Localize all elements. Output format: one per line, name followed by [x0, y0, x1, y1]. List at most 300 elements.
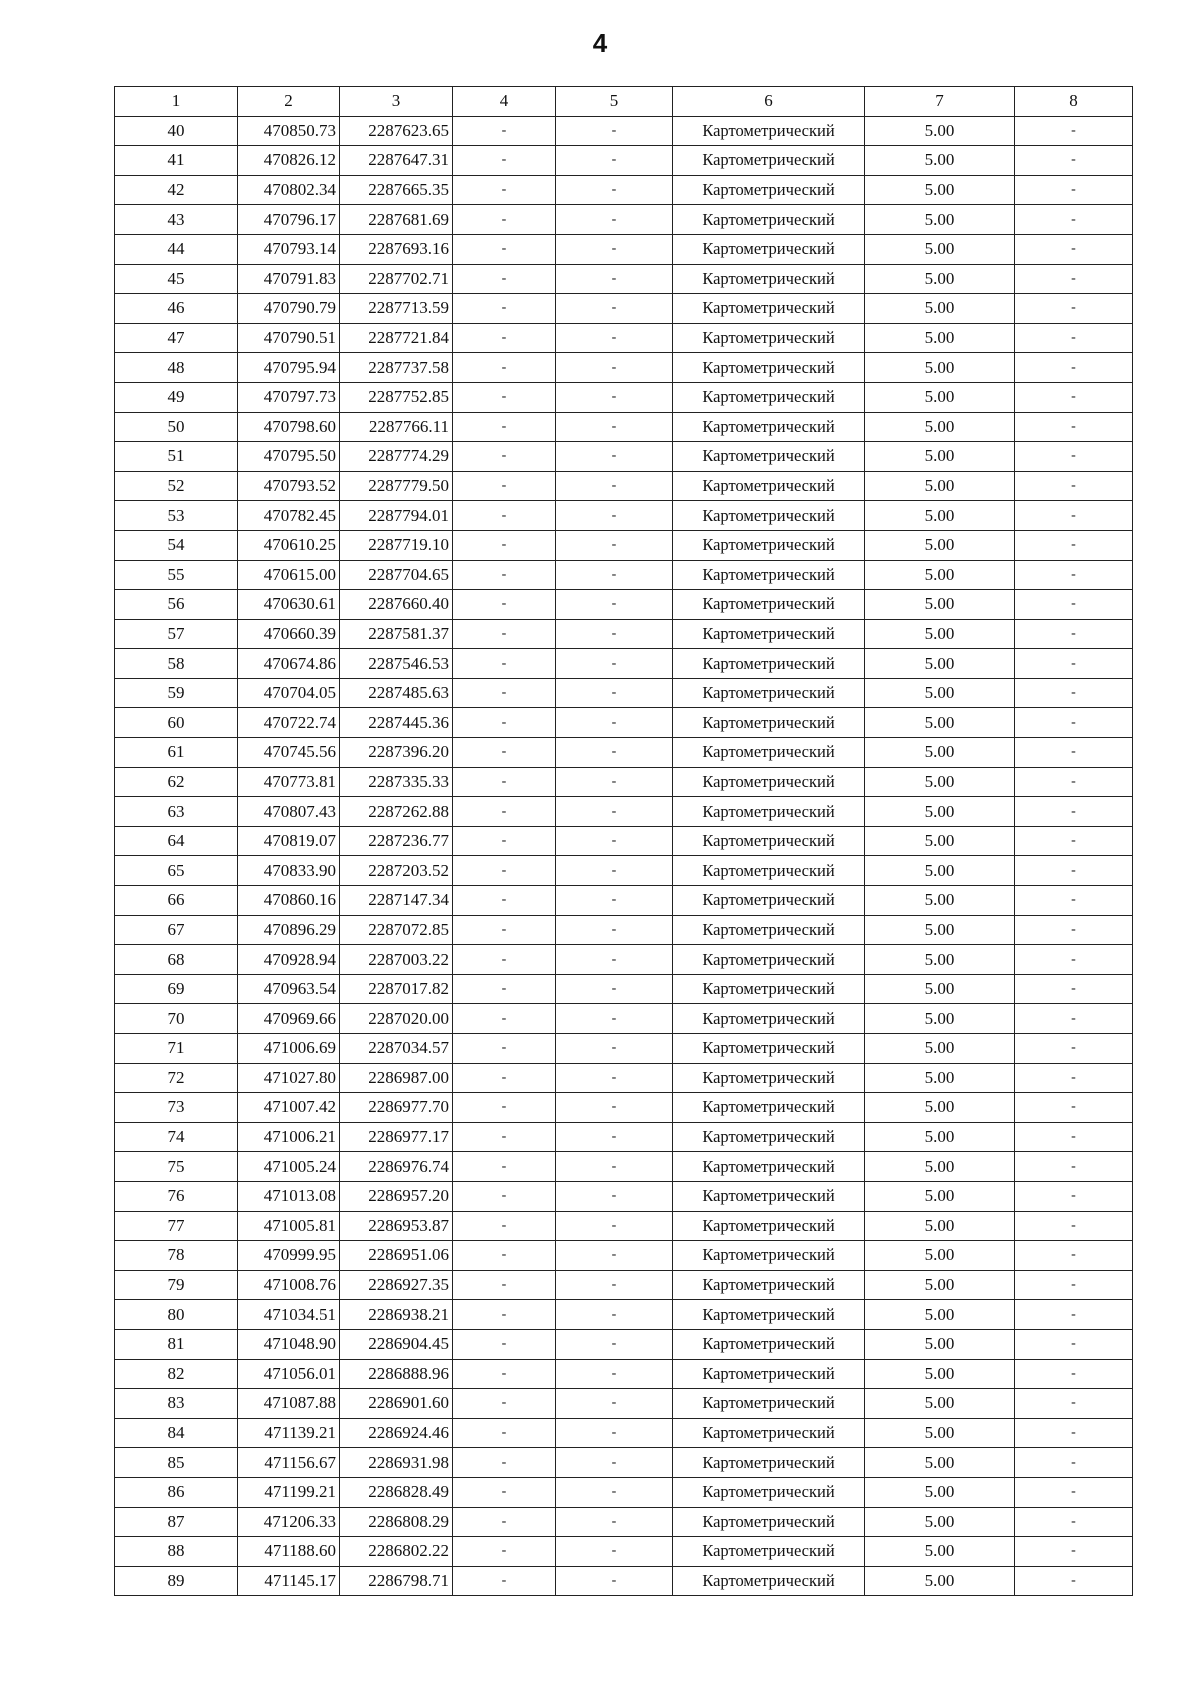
cell-col-5: - — [556, 1329, 673, 1359]
cell-col-5: - — [556, 1477, 673, 1507]
cell-accuracy: 5.00 — [865, 1152, 1015, 1182]
cell-col-8: - — [1015, 1389, 1133, 1419]
cell-col-4: - — [453, 797, 556, 827]
cell-method: Картометрический — [673, 1566, 865, 1596]
table-header-row — [115, 87, 1133, 117]
cell-accuracy: 5.00 — [865, 1418, 1015, 1448]
table-row — [115, 1537, 1133, 1567]
table-row — [115, 1389, 1133, 1419]
cell-coord-x: 471048.90 — [238, 1329, 340, 1359]
cell-col-5: - — [556, 1389, 673, 1419]
table-row — [115, 323, 1133, 353]
cell-col-4: - — [453, 1389, 556, 1419]
cell-coord-x: 471145.17 — [238, 1566, 340, 1596]
table-row — [115, 856, 1133, 886]
cell-method: Картометрический — [673, 886, 865, 916]
cell-coord-y: 2286957.20 — [340, 1181, 453, 1211]
table-row — [115, 826, 1133, 856]
cell-col-8: - — [1015, 678, 1133, 708]
cell-col-8: - — [1015, 1566, 1133, 1596]
cell-col-8: - — [1015, 826, 1133, 856]
cell-method: Картометрический — [673, 1241, 865, 1271]
cell-point-number: 59 — [115, 678, 238, 708]
cell-method: Картометрический — [673, 234, 865, 264]
cell-accuracy: 5.00 — [865, 590, 1015, 620]
cell-col-4: - — [453, 1329, 556, 1359]
cell-accuracy: 5.00 — [865, 530, 1015, 560]
cell-coord-x: 471056.01 — [238, 1359, 340, 1389]
cell-coord-x: 471188.60 — [238, 1537, 340, 1567]
cell-coord-x: 471156.67 — [238, 1448, 340, 1478]
cell-accuracy: 5.00 — [865, 501, 1015, 531]
cell-coord-x: 471008.76 — [238, 1270, 340, 1300]
cell-col-5: - — [556, 234, 673, 264]
cell-point-number: 73 — [115, 1093, 238, 1123]
page-number: 4 — [592, 28, 608, 58]
cell-method: Картометрический — [673, 767, 865, 797]
cell-coord-y: 2287774.29 — [340, 442, 453, 472]
cell-col-4: - — [453, 264, 556, 294]
cell-col-5: - — [556, 590, 673, 620]
table-row — [115, 1329, 1133, 1359]
cell-col-8: - — [1015, 205, 1133, 235]
cell-coord-x: 470704.05 — [238, 678, 340, 708]
cell-method: Картометрический — [673, 649, 865, 679]
cell-col-4: - — [453, 856, 556, 886]
table-row — [115, 471, 1133, 501]
cell-coord-y: 2286924.46 — [340, 1418, 453, 1448]
cell-point-number: 63 — [115, 797, 238, 827]
cell-accuracy: 5.00 — [865, 1300, 1015, 1330]
cell-col-8: - — [1015, 1507, 1133, 1537]
cell-method: Картометрический — [673, 471, 865, 501]
table-row — [115, 560, 1133, 590]
table-row — [115, 1270, 1133, 1300]
cell-col-4: - — [453, 738, 556, 768]
cell-accuracy: 5.00 — [865, 205, 1015, 235]
cell-col-5: - — [556, 974, 673, 1004]
cell-method: Картометрический — [673, 382, 865, 412]
cell-coord-y: 2286802.22 — [340, 1537, 453, 1567]
cell-method: Картометрический — [673, 945, 865, 975]
cell-point-number: 41 — [115, 146, 238, 176]
table-row — [115, 678, 1133, 708]
cell-coord-y: 2287396.20 — [340, 738, 453, 768]
table-row — [115, 116, 1133, 146]
cell-coord-y: 2286951.06 — [340, 1241, 453, 1271]
cell-method: Картометрический — [673, 974, 865, 1004]
cell-coord-y: 2286904.45 — [340, 1329, 453, 1359]
table-row — [115, 530, 1133, 560]
cell-coord-y: 2287660.40 — [340, 590, 453, 620]
cell-method: Картометрический — [673, 1034, 865, 1064]
table-row — [115, 1093, 1133, 1123]
cell-coord-y: 2286953.87 — [340, 1211, 453, 1241]
cell-coord-y: 2286977.70 — [340, 1093, 453, 1123]
cell-coord-x: 470782.45 — [238, 501, 340, 531]
cell-point-number: 64 — [115, 826, 238, 856]
cell-col-4: - — [453, 382, 556, 412]
cell-coord-y: 2286901.60 — [340, 1389, 453, 1419]
cell-method: Картометрический — [673, 205, 865, 235]
cell-col-8: - — [1015, 1537, 1133, 1567]
cell-coord-x: 470802.34 — [238, 175, 340, 205]
cell-coord-x: 471087.88 — [238, 1389, 340, 1419]
cell-col-4: - — [453, 471, 556, 501]
cell-col-8: - — [1015, 294, 1133, 324]
cell-col-5: - — [556, 1241, 673, 1271]
cell-point-number: 56 — [115, 590, 238, 620]
cell-col-8: - — [1015, 619, 1133, 649]
cell-accuracy: 5.00 — [865, 649, 1015, 679]
cell-point-number: 57 — [115, 619, 238, 649]
cell-accuracy: 5.00 — [865, 1270, 1015, 1300]
cell-col-5: - — [556, 560, 673, 590]
cell-accuracy: 5.00 — [865, 442, 1015, 472]
table-row — [115, 412, 1133, 442]
cell-col-5: - — [556, 915, 673, 945]
cell-col-5: - — [556, 945, 673, 975]
cell-method: Картометрический — [673, 708, 865, 738]
cell-coord-x: 471006.21 — [238, 1122, 340, 1152]
cell-col-4: - — [453, 1063, 556, 1093]
cell-coord-x: 470615.00 — [238, 560, 340, 590]
cell-point-number: 71 — [115, 1034, 238, 1064]
cell-col-4: - — [453, 1270, 556, 1300]
table-row — [115, 1211, 1133, 1241]
cell-coord-y: 2287721.84 — [340, 323, 453, 353]
cell-point-number: 51 — [115, 442, 238, 472]
table-row — [115, 1181, 1133, 1211]
cell-accuracy: 5.00 — [865, 1448, 1015, 1478]
cell-coord-y: 2287017.82 — [340, 974, 453, 1004]
cell-point-number: 89 — [115, 1566, 238, 1596]
cell-col-4: - — [453, 294, 556, 324]
cell-accuracy: 5.00 — [865, 382, 1015, 412]
cell-accuracy: 5.00 — [865, 175, 1015, 205]
cell-point-number: 79 — [115, 1270, 238, 1300]
cell-col-4: - — [453, 1359, 556, 1389]
cell-point-number: 74 — [115, 1122, 238, 1152]
table-row — [115, 1063, 1133, 1093]
cell-accuracy: 5.00 — [865, 1389, 1015, 1419]
table-row — [115, 1004, 1133, 1034]
cell-coord-y: 2286931.98 — [340, 1448, 453, 1478]
cell-accuracy: 5.00 — [865, 1477, 1015, 1507]
cell-col-5: - — [556, 1448, 673, 1478]
table-row — [115, 442, 1133, 472]
cell-method: Картометрический — [673, 530, 865, 560]
cell-coord-y: 2287794.01 — [340, 501, 453, 531]
cell-col-8: - — [1015, 1418, 1133, 1448]
cell-coord-x: 470791.83 — [238, 264, 340, 294]
cell-point-number: 55 — [115, 560, 238, 590]
cell-coord-y: 2286976.74 — [340, 1152, 453, 1182]
cell-method: Картометрический — [673, 412, 865, 442]
cell-coord-x: 470796.17 — [238, 205, 340, 235]
cell-coord-y: 2286987.00 — [340, 1063, 453, 1093]
cell-col-8: - — [1015, 1181, 1133, 1211]
cell-col-5: - — [556, 1418, 673, 1448]
cell-coord-x: 470969.66 — [238, 1004, 340, 1034]
cell-method: Картометрический — [673, 915, 865, 945]
table-row — [115, 353, 1133, 383]
cell-coord-x: 471206.33 — [238, 1507, 340, 1537]
cell-coord-y: 2287752.85 — [340, 382, 453, 412]
cell-coord-x: 471005.24 — [238, 1152, 340, 1182]
cell-col-5: - — [556, 412, 673, 442]
cell-col-4: - — [453, 826, 556, 856]
cell-col-8: - — [1015, 1093, 1133, 1123]
cell-point-number: 76 — [115, 1181, 238, 1211]
cell-coord-x: 470722.74 — [238, 708, 340, 738]
cell-col-4: - — [453, 1004, 556, 1034]
cell-col-4: - — [453, 1566, 556, 1596]
table-row — [115, 1034, 1133, 1064]
cell-accuracy: 5.00 — [865, 264, 1015, 294]
cell-col-8: - — [1015, 1241, 1133, 1271]
cell-col-8: - — [1015, 1122, 1133, 1152]
cell-coord-y: 2287072.85 — [340, 915, 453, 945]
cell-method: Картометрический — [673, 560, 865, 590]
cell-point-number: 53 — [115, 501, 238, 531]
cell-col-5: - — [556, 1122, 673, 1152]
cell-accuracy: 5.00 — [865, 234, 1015, 264]
table-row — [115, 974, 1133, 1004]
cell-point-number: 87 — [115, 1507, 238, 1537]
cell-accuracy: 5.00 — [865, 826, 1015, 856]
cell-coord-y: 2287623.65 — [340, 116, 453, 146]
table-row — [115, 205, 1133, 235]
cell-col-5: - — [556, 1034, 673, 1064]
cell-method: Картометрический — [673, 1211, 865, 1241]
cell-col-8: - — [1015, 1004, 1133, 1034]
table-row — [115, 738, 1133, 768]
cell-method: Картометрический — [673, 1448, 865, 1478]
cell-coord-y: 2286828.49 — [340, 1477, 453, 1507]
cell-col-5: - — [556, 382, 673, 412]
cell-point-number: 60 — [115, 708, 238, 738]
table-row — [115, 649, 1133, 679]
cell-coord-x: 470795.94 — [238, 353, 340, 383]
cell-col-4: - — [453, 353, 556, 383]
cell-coord-x: 470819.07 — [238, 826, 340, 856]
cell-col-8: - — [1015, 590, 1133, 620]
cell-point-number: 69 — [115, 974, 238, 1004]
cell-col-4: - — [453, 560, 556, 590]
cell-coord-x: 470630.61 — [238, 590, 340, 620]
table-row — [115, 175, 1133, 205]
cell-point-number: 82 — [115, 1359, 238, 1389]
table-row — [115, 590, 1133, 620]
cell-accuracy: 5.00 — [865, 1566, 1015, 1596]
cell-col-4: - — [453, 1477, 556, 1507]
cell-col-5: - — [556, 1537, 673, 1567]
cell-col-8: - — [1015, 1063, 1133, 1093]
cell-method: Картометрический — [673, 1507, 865, 1537]
cell-accuracy: 5.00 — [865, 1537, 1015, 1567]
cell-col-8: - — [1015, 530, 1133, 560]
cell-coord-y: 2286927.35 — [340, 1270, 453, 1300]
cell-col-8: - — [1015, 264, 1133, 294]
cell-col-8: - — [1015, 175, 1133, 205]
table-row — [115, 1152, 1133, 1182]
cell-coord-y: 2287236.77 — [340, 826, 453, 856]
cell-accuracy: 5.00 — [865, 1034, 1015, 1064]
cell-col-8: - — [1015, 1477, 1133, 1507]
cell-col-5: - — [556, 264, 673, 294]
cell-col-5: - — [556, 501, 673, 531]
cell-col-4: - — [453, 1448, 556, 1478]
cell-method: Картометрический — [673, 1270, 865, 1300]
cell-col-5: - — [556, 471, 673, 501]
cell-coord-x: 470795.50 — [238, 442, 340, 472]
cell-method: Картометрический — [673, 1537, 865, 1567]
cell-accuracy: 5.00 — [865, 1507, 1015, 1537]
cell-accuracy: 5.00 — [865, 767, 1015, 797]
cell-coord-y: 2287681.69 — [340, 205, 453, 235]
cell-accuracy: 5.00 — [865, 1004, 1015, 1034]
cell-col-5: - — [556, 1359, 673, 1389]
coordinates-table — [114, 86, 1133, 1596]
cell-coord-y: 2287203.52 — [340, 856, 453, 886]
cell-col-5: - — [556, 175, 673, 205]
cell-col-5: - — [556, 1211, 673, 1241]
cell-col-4: - — [453, 678, 556, 708]
cell-accuracy: 5.00 — [865, 412, 1015, 442]
cell-coord-x: 471199.21 — [238, 1477, 340, 1507]
table-row — [115, 797, 1133, 827]
cell-coord-x: 471034.51 — [238, 1300, 340, 1330]
cell-coord-x: 470999.95 — [238, 1241, 340, 1271]
cell-accuracy: 5.00 — [865, 146, 1015, 176]
cell-col-5: - — [556, 1181, 673, 1211]
cell-accuracy: 5.00 — [865, 1122, 1015, 1152]
cell-accuracy: 5.00 — [865, 915, 1015, 945]
cell-point-number: 46 — [115, 294, 238, 324]
cell-col-8: - — [1015, 1359, 1133, 1389]
cell-point-number: 88 — [115, 1537, 238, 1567]
cell-accuracy: 5.00 — [865, 1359, 1015, 1389]
cell-col-4: - — [453, 1211, 556, 1241]
cell-col-4: - — [453, 1093, 556, 1123]
cell-point-number: 40 — [115, 116, 238, 146]
cell-coord-y: 2287665.35 — [340, 175, 453, 205]
cell-col-5: - — [556, 619, 673, 649]
cell-point-number: 58 — [115, 649, 238, 679]
table-row — [115, 146, 1133, 176]
cell-method: Картометрический — [673, 323, 865, 353]
cell-coord-y: 2286798.71 — [340, 1566, 453, 1596]
column-header-5: 5 — [556, 87, 673, 117]
column-header-3: 3 — [340, 87, 453, 117]
cell-coord-y: 2287445.36 — [340, 708, 453, 738]
cell-coord-x: 470798.60 — [238, 412, 340, 442]
cell-col-8: - — [1015, 1300, 1133, 1330]
cell-col-4: - — [453, 915, 556, 945]
cell-coord-x: 471013.08 — [238, 1181, 340, 1211]
cell-col-5: - — [556, 1004, 673, 1034]
cell-method: Картометрический — [673, 826, 865, 856]
cell-point-number: 81 — [115, 1329, 238, 1359]
cell-col-8: - — [1015, 797, 1133, 827]
cell-col-8: - — [1015, 974, 1133, 1004]
cell-accuracy: 5.00 — [865, 797, 1015, 827]
cell-col-4: - — [453, 708, 556, 738]
cell-col-8: - — [1015, 234, 1133, 264]
cell-coord-x: 470793.52 — [238, 471, 340, 501]
column-header-7: 7 — [865, 87, 1015, 117]
cell-col-5: - — [556, 1152, 673, 1182]
cell-method: Картометрический — [673, 1329, 865, 1359]
cell-point-number: 47 — [115, 323, 238, 353]
cell-col-5: - — [556, 856, 673, 886]
column-header-2: 2 — [238, 87, 340, 117]
cell-col-5: - — [556, 678, 673, 708]
cell-coord-x: 471027.80 — [238, 1063, 340, 1093]
cell-col-8: - — [1015, 649, 1133, 679]
cell-col-4: - — [453, 146, 556, 176]
cell-coord-x: 470793.14 — [238, 234, 340, 264]
cell-col-8: - — [1015, 915, 1133, 945]
cell-col-4: - — [453, 1241, 556, 1271]
cell-method: Картометрический — [673, 856, 865, 886]
cell-col-8: - — [1015, 856, 1133, 886]
cell-coord-x: 470674.86 — [238, 649, 340, 679]
cell-point-number: 61 — [115, 738, 238, 768]
cell-col-4: - — [453, 1537, 556, 1567]
cell-col-8: - — [1015, 382, 1133, 412]
cell-coord-x: 470826.12 — [238, 146, 340, 176]
cell-col-4: - — [453, 323, 556, 353]
cell-point-number: 86 — [115, 1477, 238, 1507]
cell-coord-y: 2287034.57 — [340, 1034, 453, 1064]
cell-col-5: - — [556, 1300, 673, 1330]
cell-coord-x: 470610.25 — [238, 530, 340, 560]
cell-col-4: - — [453, 767, 556, 797]
cell-accuracy: 5.00 — [865, 560, 1015, 590]
cell-point-number: 44 — [115, 234, 238, 264]
cell-method: Картометрический — [673, 1181, 865, 1211]
cell-col-4: - — [453, 1034, 556, 1064]
cell-col-4: - — [453, 945, 556, 975]
cell-method: Картометрический — [673, 590, 865, 620]
cell-coord-x: 470807.43 — [238, 797, 340, 827]
table-row — [115, 1241, 1133, 1271]
cell-col-8: - — [1015, 708, 1133, 738]
cell-point-number: 77 — [115, 1211, 238, 1241]
cell-col-4: - — [453, 116, 556, 146]
table-body — [115, 116, 1133, 1596]
cell-method: Картометрический — [673, 1300, 865, 1330]
cell-col-5: - — [556, 708, 673, 738]
cell-coord-y: 2287702.71 — [340, 264, 453, 294]
table-row — [115, 1507, 1133, 1537]
cell-coord-y: 2287546.53 — [340, 649, 453, 679]
cell-accuracy: 5.00 — [865, 1093, 1015, 1123]
cell-point-number: 67 — [115, 915, 238, 945]
cell-col-8: - — [1015, 738, 1133, 768]
cell-coord-x: 471007.42 — [238, 1093, 340, 1123]
cell-col-5: - — [556, 797, 673, 827]
cell-coord-x: 471139.21 — [238, 1418, 340, 1448]
cell-accuracy: 5.00 — [865, 1211, 1015, 1241]
cell-col-5: - — [556, 353, 673, 383]
cell-coord-y: 2287335.33 — [340, 767, 453, 797]
cell-col-8: - — [1015, 945, 1133, 975]
cell-col-8: - — [1015, 146, 1133, 176]
cell-method: Картометрический — [673, 619, 865, 649]
